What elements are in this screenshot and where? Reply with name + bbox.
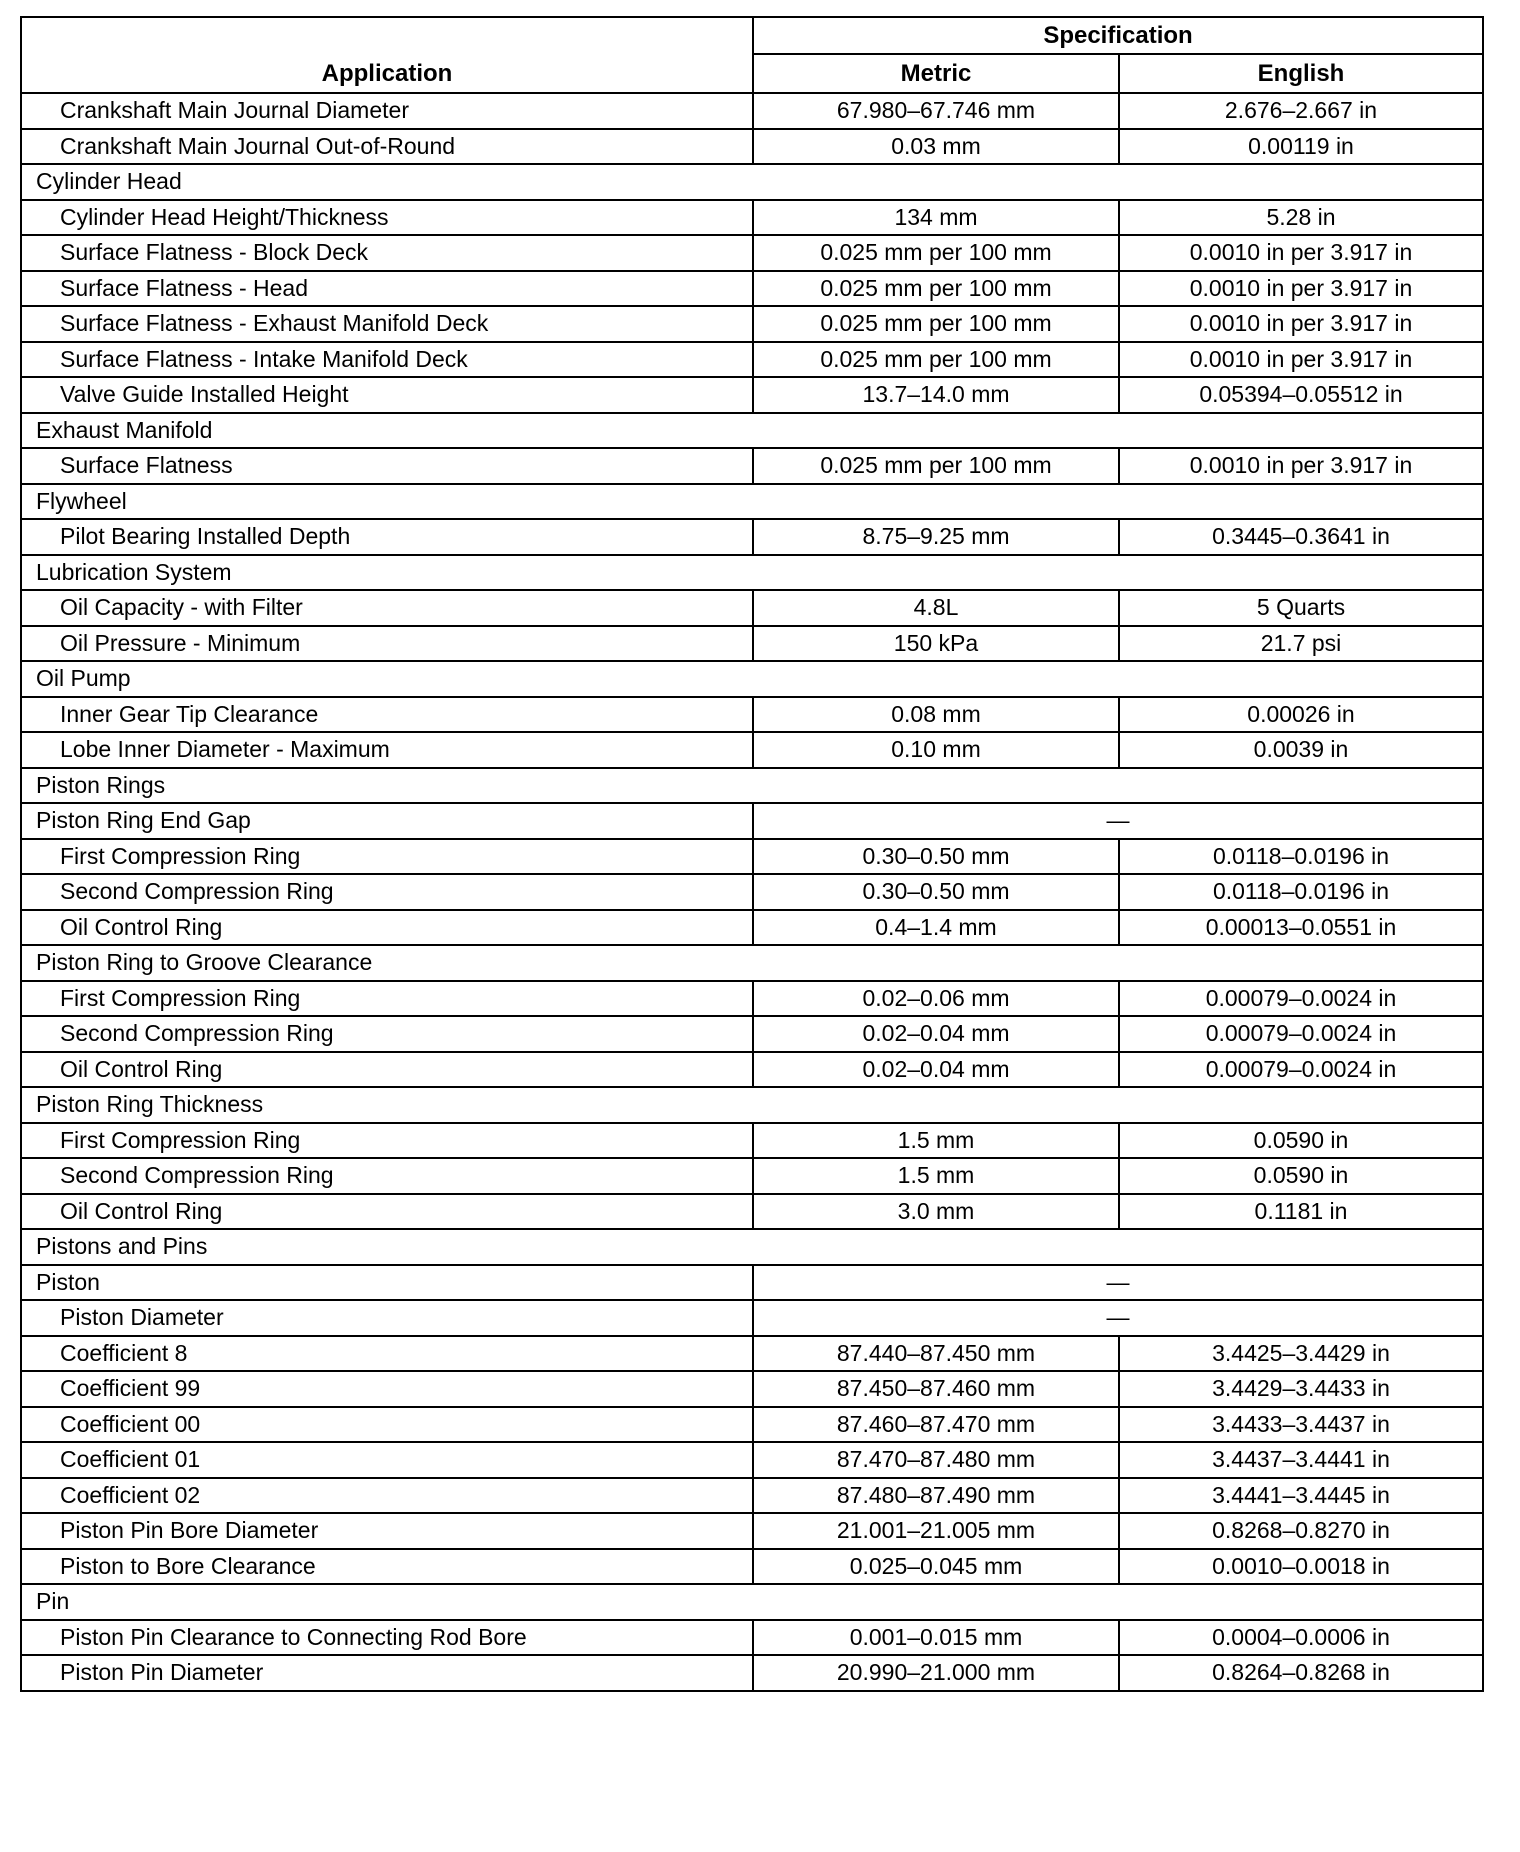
english-cell: 0.00079–0.0024 in: [1119, 981, 1483, 1017]
specification-header: Specification: [753, 17, 1483, 54]
metric-cell: 150 kPa: [753, 626, 1119, 662]
english-cell: 3.4433–3.4437 in: [1119, 1407, 1483, 1443]
table-row: [21, 590, 1483, 626]
section-row: [21, 661, 1483, 697]
table-body: [21, 93, 1483, 1691]
metric-cell: 67.980–67.746 mm: [753, 93, 1119, 129]
section-row: [21, 1584, 1483, 1620]
table-row: [21, 1478, 1483, 1514]
english-cell: 0.00013–0.0551 in: [1119, 910, 1483, 946]
section-title: Flywheel: [21, 484, 1483, 520]
metric-cell: 0.001–0.015 mm: [753, 1620, 1119, 1656]
english-cell: 0.8264–0.8268 in: [1119, 1655, 1483, 1691]
metric-cell: 20.990–21.000 mm: [753, 1655, 1119, 1691]
table-row: [21, 1371, 1483, 1407]
application-cell: Oil Pressure - Minimum: [21, 626, 753, 662]
application-cell: Inner Gear Tip Clearance: [21, 697, 753, 733]
section-row: [21, 945, 1483, 981]
table-row: [21, 200, 1483, 236]
table-row: [21, 1158, 1483, 1194]
metric-cell: 0.4–1.4 mm: [753, 910, 1119, 946]
english-cell: 0.3445–0.3641 in: [1119, 519, 1483, 555]
section-title: Pin: [21, 1584, 1483, 1620]
metric-cell: 21.001–21.005 mm: [753, 1513, 1119, 1549]
metric-cell: 87.450–87.460 mm: [753, 1371, 1119, 1407]
metric-cell: 87.480–87.490 mm: [753, 1478, 1119, 1514]
english-cell: 5 Quarts: [1119, 590, 1483, 626]
section-title: Cylinder Head: [21, 164, 1483, 200]
subitem-row: [21, 1300, 1483, 1336]
metric-cell: 0.30–0.50 mm: [753, 839, 1119, 875]
application-cell: Piston Pin Clearance to Connecting Rod Bore: [21, 1620, 753, 1656]
spec-dash-cell: —: [753, 1300, 1483, 1336]
application-cell: First Compression Ring: [21, 1123, 753, 1159]
subheading-row: [21, 1265, 1483, 1301]
metric-cell: 0.03 mm: [753, 129, 1119, 165]
application-cell: Surface Flatness - Exhaust Manifold Deck: [21, 306, 753, 342]
application-cell: Oil Control Ring: [21, 1194, 753, 1230]
metric-cell: 0.025 mm per 100 mm: [753, 342, 1119, 378]
metric-cell: 1.5 mm: [753, 1123, 1119, 1159]
table-row: [21, 306, 1483, 342]
english-cell: 0.1181 in: [1119, 1194, 1483, 1230]
application-cell: Coefficient 8: [21, 1336, 753, 1372]
section-row: [21, 555, 1483, 591]
table-row: [21, 1513, 1483, 1549]
table-row: [21, 271, 1483, 307]
table-row: [21, 1407, 1483, 1443]
metric-cell: 4.8L: [753, 590, 1119, 626]
section-row: [21, 164, 1483, 200]
metric-cell: 8.75–9.25 mm: [753, 519, 1119, 555]
application-cell: Crankshaft Main Journal Diameter: [21, 93, 753, 129]
application-cell: Second Compression Ring: [21, 1158, 753, 1194]
metric-cell: 0.025 mm per 100 mm: [753, 448, 1119, 484]
spec-dash-cell: —: [753, 1265, 1483, 1301]
table-row: [21, 981, 1483, 1017]
application-header: Application: [21, 17, 753, 93]
application-cell: Coefficient 01: [21, 1442, 753, 1478]
application-cell: First Compression Ring: [21, 839, 753, 875]
section-row: [21, 413, 1483, 449]
english-header: English: [1119, 54, 1483, 93]
metric-cell: 0.025–0.045 mm: [753, 1549, 1119, 1585]
application-cell: First Compression Ring: [21, 981, 753, 1017]
table-row: [21, 342, 1483, 378]
table-row: [21, 1655, 1483, 1691]
application-cell: Surface Flatness: [21, 448, 753, 484]
metric-cell: 0.025 mm per 100 mm: [753, 271, 1119, 307]
application-cell: Surface Flatness - Block Deck: [21, 235, 753, 271]
specification-table: [20, 16, 1484, 1692]
table-row: [21, 1052, 1483, 1088]
english-cell: 0.0118–0.0196 in: [1119, 874, 1483, 910]
section-title: Piston Rings: [21, 768, 1483, 804]
table-header: [21, 17, 1483, 93]
english-cell: 21.7 psi: [1119, 626, 1483, 662]
application-cell: Coefficient 99: [21, 1371, 753, 1407]
metric-cell: 1.5 mm: [753, 1158, 1119, 1194]
table-row: [21, 1194, 1483, 1230]
english-cell: 5.28 in: [1119, 200, 1483, 236]
section-title: Lubrication System: [21, 555, 1483, 591]
english-cell: 0.0010 in per 3.917 in: [1119, 235, 1483, 271]
english-cell: 0.00079–0.0024 in: [1119, 1052, 1483, 1088]
metric-cell: 0.08 mm: [753, 697, 1119, 733]
header-row-top: [21, 17, 1483, 54]
section-row: [21, 768, 1483, 804]
table-row: [21, 697, 1483, 733]
section-row: [21, 1087, 1483, 1123]
metric-cell: 0.02–0.04 mm: [753, 1016, 1119, 1052]
section-title: Oil Pump: [21, 661, 1483, 697]
application-cell: Cylinder Head Height/Thickness: [21, 200, 753, 236]
metric-cell: 0.02–0.04 mm: [753, 1052, 1119, 1088]
table-row: [21, 1442, 1483, 1478]
application-cell: Oil Capacity - with Filter: [21, 590, 753, 626]
english-cell: 0.0010–0.0018 in: [1119, 1549, 1483, 1585]
english-cell: 0.00026 in: [1119, 697, 1483, 733]
metric-header: Metric: [753, 54, 1119, 93]
application-cell: Surface Flatness - Intake Manifold Deck: [21, 342, 753, 378]
subheading-row: [21, 803, 1483, 839]
english-cell: 0.0010 in per 3.917 in: [1119, 306, 1483, 342]
application-cell: Crankshaft Main Journal Out-of-Round: [21, 129, 753, 165]
english-cell: 3.4425–3.4429 in: [1119, 1336, 1483, 1372]
metric-cell: 87.440–87.450 mm: [753, 1336, 1119, 1372]
section-row: [21, 1229, 1483, 1265]
application-cell: Oil Control Ring: [21, 910, 753, 946]
table-row: [21, 839, 1483, 875]
application-cell: Surface Flatness - Head: [21, 271, 753, 307]
metric-cell: 0.30–0.50 mm: [753, 874, 1119, 910]
metric-cell: 134 mm: [753, 200, 1119, 236]
english-cell: 0.05394–0.05512 in: [1119, 377, 1483, 413]
application-cell: Piston to Bore Clearance: [21, 1549, 753, 1585]
table-row: [21, 519, 1483, 555]
application-cell: Piston Pin Bore Diameter: [21, 1513, 753, 1549]
metric-cell: 0.10 mm: [753, 732, 1119, 768]
section-title: Exhaust Manifold: [21, 413, 1483, 449]
application-cell: Piston Ring End Gap: [21, 803, 753, 839]
english-cell: 0.0010 in per 3.917 in: [1119, 448, 1483, 484]
table-row: [21, 626, 1483, 662]
english-cell: 0.8268–0.8270 in: [1119, 1513, 1483, 1549]
table-row: [21, 235, 1483, 271]
english-cell: 0.0118–0.0196 in: [1119, 839, 1483, 875]
table-row: [21, 93, 1483, 129]
section-title: Piston Ring to Groove Clearance: [21, 945, 1483, 981]
metric-cell: 13.7–14.0 mm: [753, 377, 1119, 413]
section-row: [21, 484, 1483, 520]
table-row: [21, 129, 1483, 165]
english-cell: 0.0590 in: [1119, 1158, 1483, 1194]
table-row: [21, 910, 1483, 946]
application-cell: Oil Control Ring: [21, 1052, 753, 1088]
table-row: [21, 448, 1483, 484]
application-cell: Second Compression Ring: [21, 874, 753, 910]
metric-cell: 87.460–87.470 mm: [753, 1407, 1119, 1443]
english-cell: 0.0039 in: [1119, 732, 1483, 768]
metric-cell: 0.02–0.06 mm: [753, 981, 1119, 1017]
english-cell: 2.676–2.667 in: [1119, 93, 1483, 129]
section-title: Pistons and Pins: [21, 1229, 1483, 1265]
table-row: [21, 1549, 1483, 1585]
english-cell: 0.0010 in per 3.917 in: [1119, 342, 1483, 378]
application-cell: Pilot Bearing Installed Depth: [21, 519, 753, 555]
english-cell: 3.4429–3.4433 in: [1119, 1371, 1483, 1407]
table-row: [21, 874, 1483, 910]
section-title: Piston Ring Thickness: [21, 1087, 1483, 1123]
table-row: [21, 1336, 1483, 1372]
application-cell: Valve Guide Installed Height: [21, 377, 753, 413]
table-row: [21, 1016, 1483, 1052]
english-cell: 0.0004–0.0006 in: [1119, 1620, 1483, 1656]
table-row: [21, 732, 1483, 768]
application-cell: Piston Pin Diameter: [21, 1655, 753, 1691]
english-cell: 3.4441–3.4445 in: [1119, 1478, 1483, 1514]
english-cell: 0.00079–0.0024 in: [1119, 1016, 1483, 1052]
application-cell: Coefficient 02: [21, 1478, 753, 1514]
english-cell: 0.00119 in: [1119, 129, 1483, 165]
application-cell: Second Compression Ring: [21, 1016, 753, 1052]
metric-cell: 3.0 mm: [753, 1194, 1119, 1230]
metric-cell: 0.025 mm per 100 mm: [753, 235, 1119, 271]
application-cell: Coefficient 00: [21, 1407, 753, 1443]
table-row: [21, 377, 1483, 413]
spec-dash-cell: —: [753, 803, 1483, 839]
application-cell: Piston: [21, 1265, 753, 1301]
table-row: [21, 1123, 1483, 1159]
english-cell: 3.4437–3.4441 in: [1119, 1442, 1483, 1478]
application-cell: Lobe Inner Diameter - Maximum: [21, 732, 753, 768]
metric-cell: 87.470–87.480 mm: [753, 1442, 1119, 1478]
metric-cell: 0.025 mm per 100 mm: [753, 306, 1119, 342]
english-cell: 0.0010 in per 3.917 in: [1119, 271, 1483, 307]
english-cell: 0.0590 in: [1119, 1123, 1483, 1159]
table-row: [21, 1620, 1483, 1656]
application-cell: Piston Diameter: [21, 1300, 753, 1336]
